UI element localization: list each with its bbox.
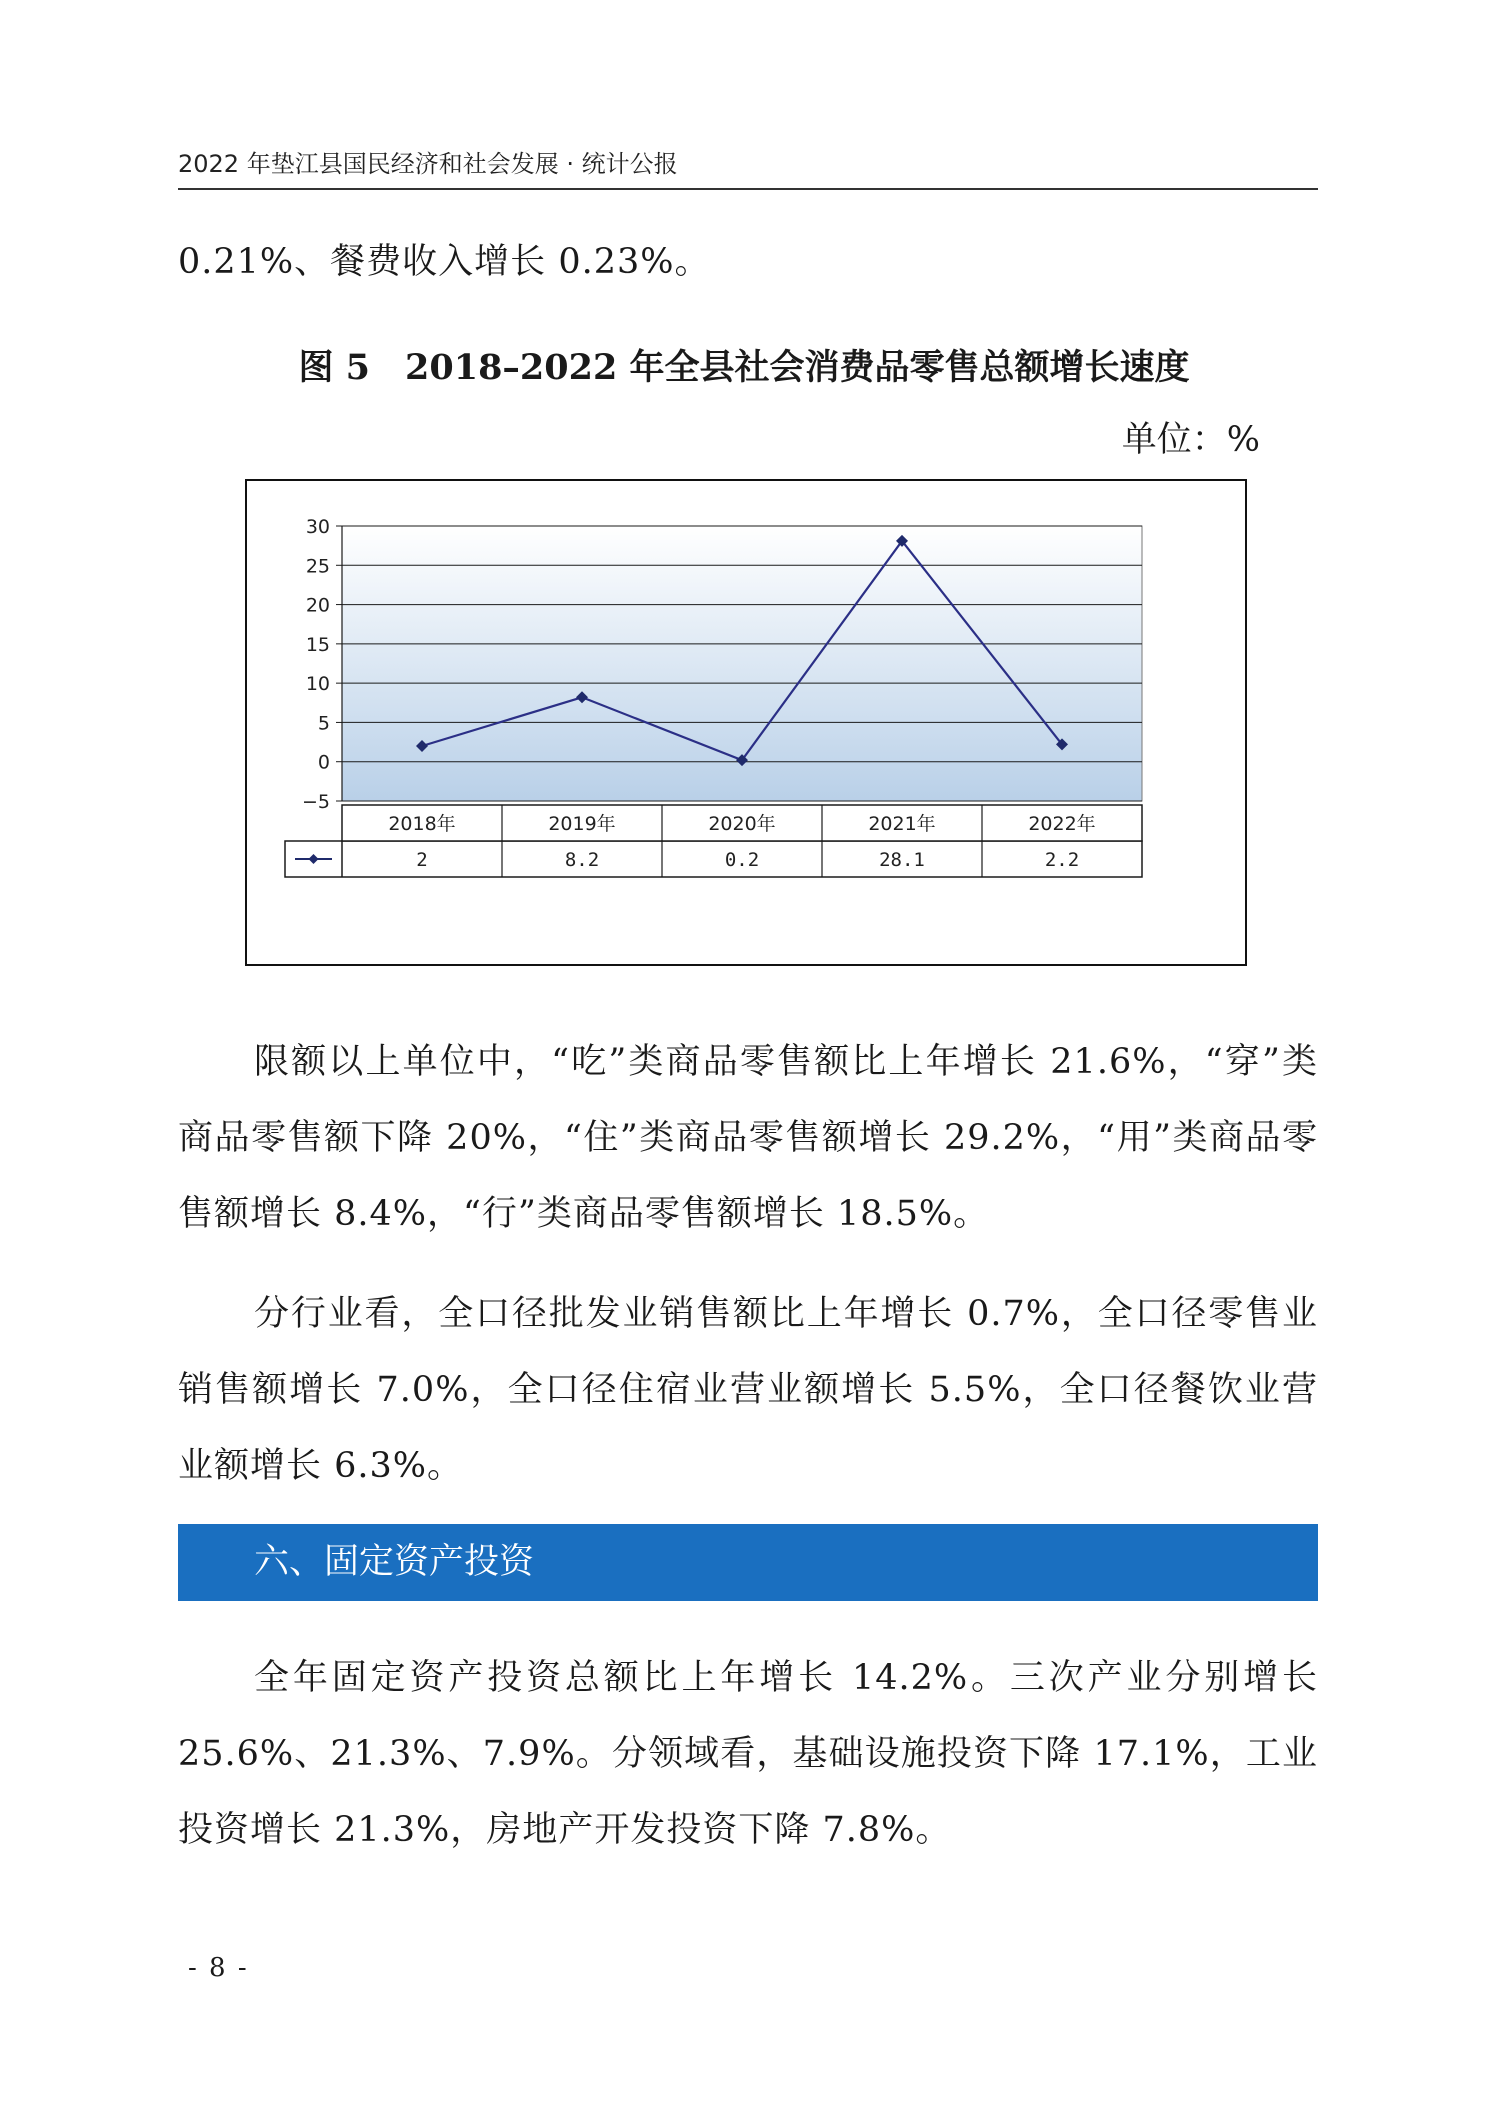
page-number: - 8 - (188, 1953, 249, 1983)
y-tick-label: 25 (305, 555, 330, 578)
x-category-label: 2019年 (548, 813, 616, 835)
y-tick-label: 30 (305, 516, 330, 538)
y-tick-label: 20 (305, 594, 330, 617)
x-category-label: 2021年 (868, 813, 936, 835)
data-table-values-row (285, 841, 1142, 877)
data-value-label: 2 (416, 849, 428, 871)
data-value-label: 0.2 (724, 849, 760, 871)
section-heading-bar (178, 1524, 1318, 1601)
paragraph-industry-breakdown: 分行业看，全口径批发业销售额比上年增长 0.7%，全口径零售业销售额增长 7.0%，全口径住宿业营业额增长 5.5%，全口径餐饮业营业额增长 6.3%。 (178, 1294, 1318, 1486)
y-tick-label: 15 (305, 633, 330, 656)
x-category-label: 2022年 (1028, 813, 1096, 835)
paragraph-retail-categories: 限额以上单位中，“吃”类商品零售额比上年增长 21.6%，“穿”类商品零售额下降 20%，“住”类商品零售额增长 29.2%，“用”类商品零售额增长 8.4%，“行”类商品零售额增长 18.5%。 (178, 1042, 1318, 1234)
data-value-label: 8.2 (564, 849, 600, 871)
y-tick-label: 10 (305, 673, 330, 696)
chart-frame (245, 479, 1247, 966)
data-value-label: 2.2 (1044, 849, 1080, 871)
x-category-label: 2020年 (708, 813, 776, 835)
y-tick-label: 5 (317, 712, 330, 735)
continuation-paragraph: 0.21%、餐费收入增长 0.23%。 (178, 242, 711, 282)
data-value-label: 28.1 (879, 849, 925, 871)
y-tick-label: −5 (301, 791, 330, 813)
y-tick-label: 0 (317, 751, 330, 774)
section-heading: 六、固定资产投资 (254, 1542, 535, 1582)
x-category-label: 2018年 (388, 813, 456, 835)
line-chart (247, 481, 1245, 964)
figure-title: 图 5 2018–2022 年全县社会消费品零售总额增长速度 (298, 347, 1190, 388)
figure-unit: 单位：% (1121, 420, 1260, 460)
paragraph-fixed-assets: 全年固定资产投资总额比上年增长 14.2%。三次产业分别增长 25.6%、21.3%、7.9%。分领域看，基础设施投资下降 17.1%，工业投资增长 21.3%，房地产开发投资下降 7.8%。 (178, 1658, 1318, 1850)
page-header: 2022 年垫江县国民经济和社会发展 · 统计公报 (178, 150, 678, 178)
header-divider (178, 188, 1318, 190)
